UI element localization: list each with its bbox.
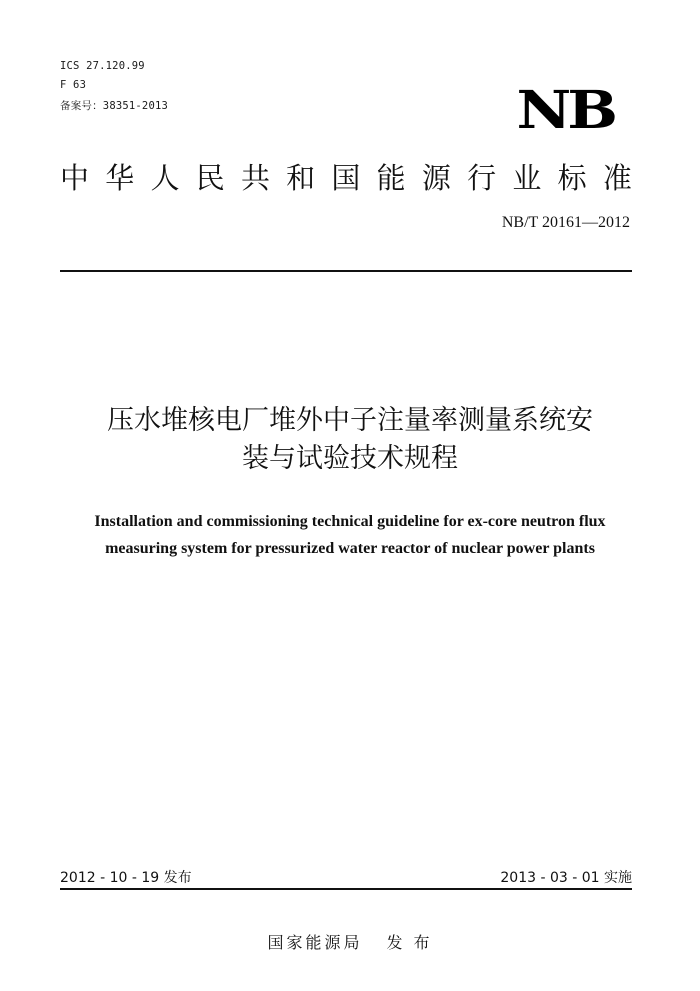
record-number: 备案号：38351-2013 [60,100,169,112]
title-char: 华 [105,161,135,195]
chinese-title [20,402,680,478]
standard-number: NB/T 20161—2012 [501,214,630,231]
title-char: 国 [331,161,361,195]
publisher-line [0,930,700,953]
implementation-date: 2013 - 03 - 01 实施 [500,870,632,886]
publish-label: 发 布 [386,933,433,952]
footer-divider [60,888,632,890]
title-char: 标 [557,161,587,195]
ics-code: ICS 27.120.99 [60,60,145,72]
title-char: 准 [602,161,632,195]
english-title-line-2: measuring system for pressurized water reactor of nuclear power plants [105,540,595,557]
nb-logo: NB [516,79,614,142]
standard-category-title [60,160,632,196]
title-char: 业 [512,161,542,195]
chinese-title-line-1: 压水堆核电厂堆外中子注量率测量系统安 [107,405,593,436]
english-title-line-1: Installation and commissioning technical guideline for ex-core neutron flux [94,513,606,530]
chinese-title-line-2: 装与试验技术规程 [242,443,458,474]
classification-code: F 63 [60,79,87,91]
title-char: 民 [195,161,225,195]
title-char: 行 [467,161,497,195]
header-divider [60,270,632,272]
english-title [40,508,660,562]
title-char: 人 [150,161,180,195]
title-char: 能 [376,161,406,195]
title-char: 共 [240,161,270,195]
title-char: 源 [421,161,451,195]
title-char: 中 [60,161,90,195]
title-char: 和 [286,161,316,195]
publisher-name: 国家能源局 [267,933,363,952]
issue-date: 2012 - 10 - 19 发布 [60,870,192,886]
